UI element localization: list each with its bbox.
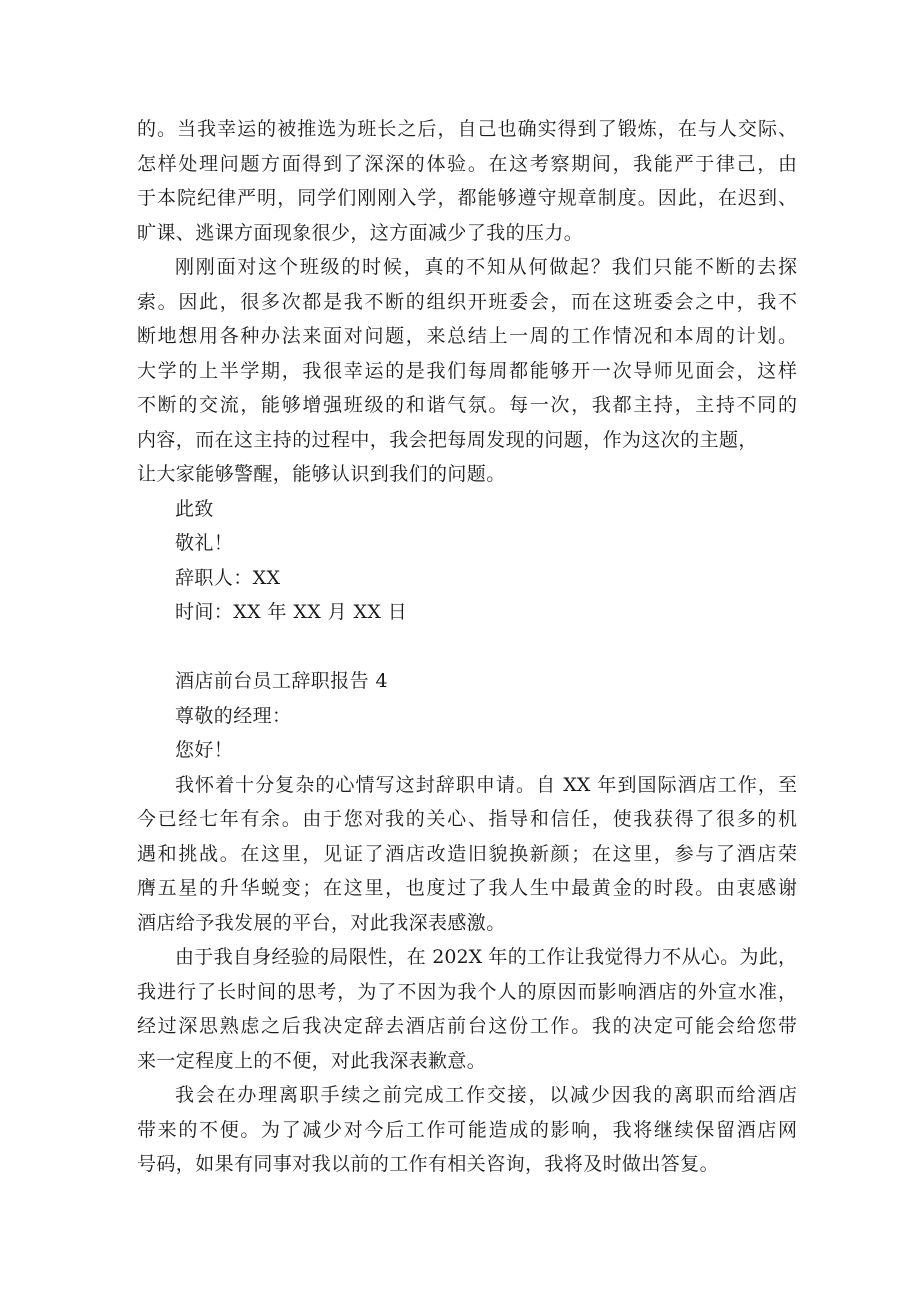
text-line: 今已经七年有余。由于您对我的关心、指导和信任，使我获得了很多的机	[137, 808, 797, 830]
text-line: 索。因此，很多次都是我不断的组织开班委会，而在这班委会之中，我不	[137, 290, 797, 313]
signer-line: 辞职人：XX	[175, 566, 281, 589]
text-line: 怎样处理问题方面得到了深深的体验。在这考察期间，我能严于律己，由	[137, 152, 797, 175]
salutation: 尊敬的经理：	[175, 704, 292, 727]
text-line: 刚刚面对这个班级的时候，真的不知从何做起？我们只能不断的去探	[175, 256, 797, 278]
section-title: 酒店前台员工辞职报告 4	[175, 670, 388, 692]
section-spacer	[137, 630, 797, 665]
text-line: 大学的上半学期，我很幸运的是我们每周都能够开一次导师见面会，这样	[137, 359, 797, 382]
text-line: 带来的不便。为了减少对今后工作可能造成的影响，我将继续保留酒店网	[137, 1118, 797, 1141]
text-line: 我怀着十分复杂的心情写这封辞职申请。自 XX 年到国际酒店工作，至	[175, 773, 797, 796]
paragraph-resignation-reason	[137, 940, 797, 1078]
text-line: 于本院纪律严明，同学们刚刚入学，都能够遵守规章制度。因此，在迟到、	[137, 187, 797, 209]
text-line: 我进行了长时间的思考，为了不因为我个人的原因而影响酒店的外宣水准，	[137, 980, 797, 1003]
date-line: 时间：XX 年 XX 月 XX 日	[175, 601, 408, 623]
closing-regards: 此致	[175, 497, 214, 520]
text-line: 断地想用各种办法来面对问题，来总结上一周的工作情况和本周的计划。	[137, 325, 797, 347]
text-line: 来一定程度上的不便，对此我深表歉意。	[137, 1049, 487, 1072]
paragraph-resignation-intro	[137, 768, 797, 941]
paragraph-handover	[137, 1078, 797, 1182]
text-line: 酒店给予我发展的平台，对此我深表感激。	[137, 911, 506, 934]
text-line: 由于我自身经验的局限性，在 202X 年的工作让我觉得力不从心。为此，	[175, 946, 797, 968]
closing-salute: 敬礼！	[175, 532, 234, 554]
text-line: 的。当我幸运的被推选为班长之后，自己也确实得到了锻炼，在与人交际、	[137, 118, 797, 140]
text-line: 遇和挑战。在这里，见证了酒店改造旧貌换新颜；在这里，参与了酒店荣	[137, 842, 797, 865]
text-line: 让大家能够警醒，能够认识到我们的问题。	[137, 463, 506, 485]
greeting: 您好！	[175, 739, 234, 761]
text-line: 我会在办理离职手续之前完成工作交接，以减少因我的离职而给酒店	[175, 1084, 797, 1106]
text-line: 内容，而在这主持的过程中，我会把每周发现的问题，作为这次的主题，	[137, 428, 758, 451]
text-line: 不断的交流，能够增强班级的和谐气氛。每一次，我都主持，主持不同的	[137, 394, 797, 416]
text-line: 旷课、逃课方面现象很少，这方面减少了我的压力。	[137, 221, 584, 244]
paragraph-class-management	[137, 250, 797, 492]
text-line: 膺五星的升华蜕变；在这里，也度过了我人生中最黄金的时段。由衷感谢	[137, 877, 797, 899]
text-line: 号码，如果有同事对我以前的工作有相关咨询，我将及时做出答复。	[137, 1153, 720, 1175]
paragraph-class-monitor-experience	[137, 112, 797, 250]
text-line: 经过深思熟虑之后我决定辞去酒店前台这份工作。我的决定可能会给您带	[137, 1015, 797, 1037]
document-body	[137, 112, 797, 1182]
